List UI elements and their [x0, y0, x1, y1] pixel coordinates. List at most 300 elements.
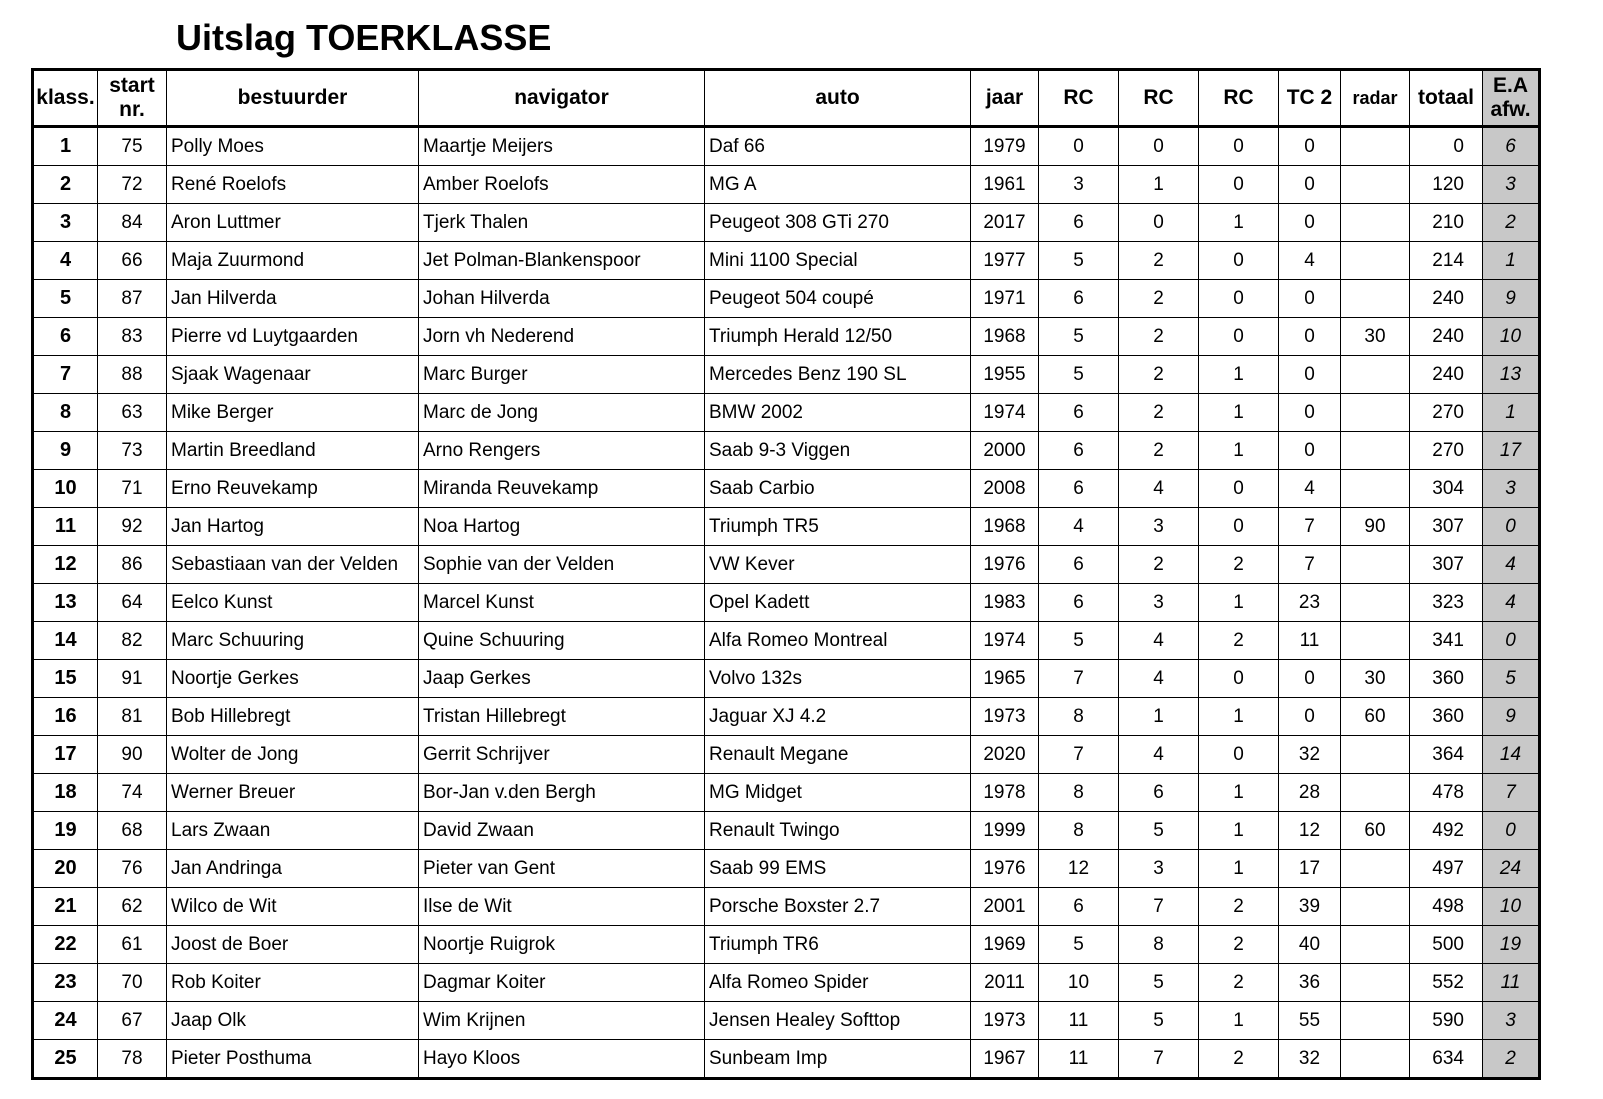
cell-start-nr: 67: [98, 1002, 167, 1040]
cell-jaar: 1965: [971, 660, 1039, 698]
cell-rc-2: 2: [1119, 280, 1199, 318]
cell-jaar: 1976: [971, 546, 1039, 584]
cell-rc-3: 1: [1199, 356, 1279, 394]
header-navigator: navigator: [419, 70, 705, 127]
cell-totaal: 120: [1410, 166, 1483, 204]
cell-rc-1: 3: [1039, 166, 1119, 204]
cell-ea-afw: 0: [1483, 508, 1540, 546]
cell-auto: Renault Twingo: [705, 812, 971, 850]
cell-jaar: 2000: [971, 432, 1039, 470]
cell-totaal: 634: [1410, 1040, 1483, 1079]
cell-totaal: 270: [1410, 432, 1483, 470]
cell-auto: Opel Kadett: [705, 584, 971, 622]
cell-bestuurder: Marc Schuuring: [167, 622, 419, 660]
cell-rc-2: 2: [1119, 546, 1199, 584]
cell-auto: Saab Carbio: [705, 470, 971, 508]
cell-start-nr: 91: [98, 660, 167, 698]
cell-auto: Alfa Romeo Montreal: [705, 622, 971, 660]
cell-navigator: Pieter van Gent: [419, 850, 705, 888]
cell-tc2: 0: [1279, 356, 1341, 394]
cell-jaar: 1968: [971, 318, 1039, 356]
cell-klass: 1: [33, 127, 98, 166]
cell-klass: 6: [33, 318, 98, 356]
cell-totaal: 590: [1410, 1002, 1483, 1040]
cell-tc2: 36: [1279, 964, 1341, 1002]
cell-start-nr: 64: [98, 584, 167, 622]
cell-rc-3: 1: [1199, 850, 1279, 888]
cell-tc2: 0: [1279, 127, 1341, 166]
cell-rc-1: 11: [1039, 1002, 1119, 1040]
cell-tc2: 7: [1279, 508, 1341, 546]
cell-auto: Alfa Romeo Spider: [705, 964, 971, 1002]
cell-ea-afw: 17: [1483, 432, 1540, 470]
cell-bestuurder: Aron Luttmer: [167, 204, 419, 242]
cell-tc2: 17: [1279, 850, 1341, 888]
table-row: [33, 394, 1540, 432]
cell-auto: Sunbeam Imp: [705, 1040, 971, 1079]
cell-radar: 60: [1341, 698, 1410, 736]
cell-rc-3: 2: [1199, 1040, 1279, 1079]
cell-jaar: 1977: [971, 242, 1039, 280]
cell-totaal: 323: [1410, 584, 1483, 622]
cell-navigator: Noortje Ruigrok: [419, 926, 705, 964]
cell-radar: [1341, 850, 1410, 888]
cell-navigator: David Zwaan: [419, 812, 705, 850]
table-row: [33, 774, 1540, 812]
cell-totaal: 270: [1410, 394, 1483, 432]
cell-rc-3: 1: [1199, 584, 1279, 622]
cell-rc-2: 3: [1119, 584, 1199, 622]
cell-rc-3: 0: [1199, 470, 1279, 508]
cell-auto: Volvo 132s: [705, 660, 971, 698]
cell-jaar: 1983: [971, 584, 1039, 622]
cell-klass: 17: [33, 736, 98, 774]
cell-auto: Daf 66: [705, 127, 971, 166]
cell-klass: 7: [33, 356, 98, 394]
cell-navigator: Jaap Gerkes: [419, 660, 705, 698]
cell-jaar: 2017: [971, 204, 1039, 242]
cell-rc-3: 0: [1199, 127, 1279, 166]
cell-bestuurder: Sjaak Wagenaar: [167, 356, 419, 394]
table-row: [33, 964, 1540, 1002]
cell-radar: [1341, 584, 1410, 622]
cell-navigator: Jet Polman-Blankenspoor: [419, 242, 705, 280]
page-title: Uitslag TOERKLASSE: [176, 17, 552, 58]
cell-jaar: 1973: [971, 1002, 1039, 1040]
cell-jaar: 2001: [971, 888, 1039, 926]
cell-totaal: 360: [1410, 660, 1483, 698]
cell-tc2: 11: [1279, 622, 1341, 660]
cell-rc-2: 1: [1119, 166, 1199, 204]
cell-navigator: Maartje Meijers: [419, 127, 705, 166]
cell-klass: 24: [33, 1002, 98, 1040]
cell-navigator: Miranda Reuvekamp: [419, 470, 705, 508]
cell-totaal: 492: [1410, 812, 1483, 850]
cell-klass: 12: [33, 546, 98, 584]
table-row: [33, 888, 1540, 926]
cell-klass: 2: [33, 166, 98, 204]
cell-navigator: Ilse de Wit: [419, 888, 705, 926]
cell-ea-afw: 10: [1483, 318, 1540, 356]
cell-start-nr: 76: [98, 850, 167, 888]
header-rc-3: RC: [1199, 70, 1279, 127]
cell-bestuurder: Mike Berger: [167, 394, 419, 432]
cell-tc2: 4: [1279, 242, 1341, 280]
cell-bestuurder: Jaap Olk: [167, 1002, 419, 1040]
cell-rc-2: 2: [1119, 432, 1199, 470]
table-row: [33, 356, 1540, 394]
cell-tc2: 23: [1279, 584, 1341, 622]
cell-ea-afw: 3: [1483, 166, 1540, 204]
cell-tc2: 4: [1279, 470, 1341, 508]
cell-bestuurder: Pieter Posthuma: [167, 1040, 419, 1079]
cell-rc-3: 0: [1199, 736, 1279, 774]
cell-navigator: Hayo Kloos: [419, 1040, 705, 1079]
header-auto: auto: [705, 70, 971, 127]
cell-klass: 9: [33, 432, 98, 470]
cell-jaar: 1973: [971, 698, 1039, 736]
cell-auto: Renault Megane: [705, 736, 971, 774]
cell-rc-3: 2: [1199, 546, 1279, 584]
cell-jaar: 1978: [971, 774, 1039, 812]
cell-navigator: Marcel Kunst: [419, 584, 705, 622]
cell-bestuurder: Maja Zuurmond: [167, 242, 419, 280]
cell-ea-afw: 1: [1483, 242, 1540, 280]
cell-bestuurder: Joost de Boer: [167, 926, 419, 964]
cell-klass: 11: [33, 508, 98, 546]
cell-bestuurder: Martin Breedland: [167, 432, 419, 470]
cell-tc2: 55: [1279, 1002, 1341, 1040]
cell-totaal: 304: [1410, 470, 1483, 508]
cell-navigator: Tjerk Thalen: [419, 204, 705, 242]
cell-ea-afw: 1: [1483, 394, 1540, 432]
cell-auto: Mini 1100 Special: [705, 242, 971, 280]
cell-start-nr: 87: [98, 280, 167, 318]
cell-klass: 25: [33, 1040, 98, 1079]
results-table: [31, 68, 1541, 1080]
cell-tc2: 0: [1279, 432, 1341, 470]
cell-totaal: 478: [1410, 774, 1483, 812]
cell-bestuurder: Sebastiaan van der Velden: [167, 546, 419, 584]
cell-bestuurder: Jan Hartog: [167, 508, 419, 546]
cell-navigator: Noa Hartog: [419, 508, 705, 546]
cell-klass: 23: [33, 964, 98, 1002]
cell-rc-3: 0: [1199, 166, 1279, 204]
cell-totaal: 307: [1410, 546, 1483, 584]
table-row: [33, 622, 1540, 660]
table-row: [33, 660, 1540, 698]
cell-radar: [1341, 242, 1410, 280]
cell-navigator: Sophie van der Velden: [419, 546, 705, 584]
cell-ea-afw: 4: [1483, 584, 1540, 622]
cell-ea-afw: 2: [1483, 204, 1540, 242]
cell-klass: 15: [33, 660, 98, 698]
cell-rc-2: 4: [1119, 736, 1199, 774]
cell-ea-afw: 10: [1483, 888, 1540, 926]
cell-auto: MG A: [705, 166, 971, 204]
cell-rc-2: 5: [1119, 1002, 1199, 1040]
cell-radar: [1341, 888, 1410, 926]
cell-rc-2: 5: [1119, 964, 1199, 1002]
cell-radar: [1341, 394, 1410, 432]
cell-jaar: 1967: [971, 1040, 1039, 1079]
cell-ea-afw: 4: [1483, 546, 1540, 584]
cell-bestuurder: Jan Hilverda: [167, 280, 419, 318]
table-row: [33, 1002, 1540, 1040]
cell-rc-1: 6: [1039, 546, 1119, 584]
cell-rc-3: 2: [1199, 964, 1279, 1002]
cell-totaal: 341: [1410, 622, 1483, 660]
cell-tc2: 7: [1279, 546, 1341, 584]
cell-start-nr: 72: [98, 166, 167, 204]
cell-tc2: 0: [1279, 166, 1341, 204]
header-row: [33, 70, 1540, 127]
cell-navigator: Tristan Hillebregt: [419, 698, 705, 736]
cell-start-nr: 62: [98, 888, 167, 926]
cell-rc-1: 8: [1039, 774, 1119, 812]
cell-ea-afw: 24: [1483, 850, 1540, 888]
cell-totaal: 498: [1410, 888, 1483, 926]
cell-navigator: Jorn vh Nederend: [419, 318, 705, 356]
cell-ea-afw: 3: [1483, 1002, 1540, 1040]
header-totaal: totaal: [1410, 70, 1483, 127]
cell-tc2: 12: [1279, 812, 1341, 850]
cell-auto: Jensen Healey Softtop: [705, 1002, 971, 1040]
cell-rc-3: 1: [1199, 698, 1279, 736]
cell-radar: [1341, 546, 1410, 584]
table-row: [33, 242, 1540, 280]
cell-auto: Jaguar XJ 4.2: [705, 698, 971, 736]
cell-start-nr: 82: [98, 622, 167, 660]
cell-auto: Triumph TR6: [705, 926, 971, 964]
cell-rc-2: 0: [1119, 204, 1199, 242]
cell-rc-3: 1: [1199, 432, 1279, 470]
cell-ea-afw: 14: [1483, 736, 1540, 774]
cell-ea-afw: 3: [1483, 470, 1540, 508]
cell-radar: [1341, 356, 1410, 394]
cell-rc-1: 6: [1039, 204, 1119, 242]
cell-start-nr: 83: [98, 318, 167, 356]
cell-radar: [1341, 736, 1410, 774]
cell-totaal: 500: [1410, 926, 1483, 964]
cell-jaar: 1979: [971, 127, 1039, 166]
cell-rc-3: 2: [1199, 622, 1279, 660]
cell-navigator: Marc Burger: [419, 356, 705, 394]
cell-radar: [1341, 964, 1410, 1002]
cell-rc-2: 7: [1119, 888, 1199, 926]
cell-rc-1: 5: [1039, 242, 1119, 280]
cell-klass: 5: [33, 280, 98, 318]
cell-totaal: 240: [1410, 356, 1483, 394]
cell-rc-1: 4: [1039, 508, 1119, 546]
cell-navigator: Gerrit Schrijver: [419, 736, 705, 774]
cell-rc-1: 6: [1039, 888, 1119, 926]
cell-bestuurder: Erno Reuvekamp: [167, 470, 419, 508]
cell-rc-2: 7: [1119, 1040, 1199, 1079]
cell-rc-2: 8: [1119, 926, 1199, 964]
cell-jaar: 1974: [971, 622, 1039, 660]
cell-tc2: 0: [1279, 394, 1341, 432]
cell-start-nr: 86: [98, 546, 167, 584]
cell-auto: Mercedes Benz 190 SL: [705, 356, 971, 394]
cell-totaal: 360: [1410, 698, 1483, 736]
cell-rc-3: 0: [1199, 318, 1279, 356]
cell-ea-afw: 11: [1483, 964, 1540, 1002]
table-row: [33, 698, 1540, 736]
cell-rc-1: 6: [1039, 470, 1119, 508]
header-ea-line1: E.A: [1492, 74, 1528, 97]
cell-start-nr: 71: [98, 470, 167, 508]
cell-bestuurder: Lars Zwaan: [167, 812, 419, 850]
cell-klass: 19: [33, 812, 98, 850]
cell-rc-2: 4: [1119, 660, 1199, 698]
cell-tc2: 0: [1279, 318, 1341, 356]
header-ea-afw: [1483, 70, 1540, 127]
cell-rc-1: 7: [1039, 660, 1119, 698]
cell-jaar: 1969: [971, 926, 1039, 964]
cell-tc2: 40: [1279, 926, 1341, 964]
cell-totaal: 214: [1410, 242, 1483, 280]
cell-tc2: 32: [1279, 1040, 1341, 1079]
cell-rc-1: 8: [1039, 698, 1119, 736]
cell-start-nr: 78: [98, 1040, 167, 1079]
cell-ea-afw: 7: [1483, 774, 1540, 812]
cell-bestuurder: Eelco Kunst: [167, 584, 419, 622]
cell-auto: Saab 9-3 Viggen: [705, 432, 971, 470]
cell-rc-1: 12: [1039, 850, 1119, 888]
cell-ea-afw: 5: [1483, 660, 1540, 698]
cell-rc-2: 6: [1119, 774, 1199, 812]
cell-rc-1: 6: [1039, 584, 1119, 622]
cell-radar: [1341, 204, 1410, 242]
cell-radar: [1341, 622, 1410, 660]
cell-klass: 13: [33, 584, 98, 622]
cell-ea-afw: 2: [1483, 1040, 1540, 1079]
cell-bestuurder: Bob Hillebregt: [167, 698, 419, 736]
cell-bestuurder: Wilco de Wit: [167, 888, 419, 926]
cell-klass: 4: [33, 242, 98, 280]
cell-tc2: 0: [1279, 280, 1341, 318]
table-row: [33, 546, 1540, 584]
header-tc2: TC 2: [1279, 70, 1341, 127]
cell-rc-3: 1: [1199, 774, 1279, 812]
cell-ea-afw: 0: [1483, 622, 1540, 660]
table-row: [33, 318, 1540, 356]
cell-totaal: 552: [1410, 964, 1483, 1002]
cell-jaar: 1974: [971, 394, 1039, 432]
cell-jaar: 2011: [971, 964, 1039, 1002]
cell-jaar: 1968: [971, 508, 1039, 546]
cell-start-nr: 66: [98, 242, 167, 280]
cell-navigator: Marc de Jong: [419, 394, 705, 432]
table-row: [33, 166, 1540, 204]
cell-rc-1: 10: [1039, 964, 1119, 1002]
cell-tc2: 39: [1279, 888, 1341, 926]
cell-auto: Triumph Herald 12/50: [705, 318, 971, 356]
cell-rc-3: 2: [1199, 926, 1279, 964]
table-row: [33, 127, 1540, 166]
cell-start-nr: 88: [98, 356, 167, 394]
cell-tc2: 28: [1279, 774, 1341, 812]
cell-radar: 30: [1341, 318, 1410, 356]
cell-auto: MG Midget: [705, 774, 971, 812]
cell-rc-3: 2: [1199, 888, 1279, 926]
cell-auto: Saab 99 EMS: [705, 850, 971, 888]
cell-radar: [1341, 926, 1410, 964]
cell-tc2: 0: [1279, 204, 1341, 242]
cell-start-nr: 68: [98, 812, 167, 850]
cell-radar: [1341, 127, 1410, 166]
cell-tc2: 32: [1279, 736, 1341, 774]
table-row: [33, 812, 1540, 850]
cell-rc-2: 1: [1119, 698, 1199, 736]
cell-rc-1: 5: [1039, 318, 1119, 356]
cell-navigator: Wim Krijnen: [419, 1002, 705, 1040]
cell-auto: VW Kever: [705, 546, 971, 584]
cell-bestuurder: Pierre vd Luytgaarden: [167, 318, 419, 356]
cell-radar: [1341, 432, 1410, 470]
cell-rc-2: 4: [1119, 622, 1199, 660]
cell-radar: 60: [1341, 812, 1410, 850]
cell-tc2: 0: [1279, 660, 1341, 698]
cell-navigator: Dagmar Koiter: [419, 964, 705, 1002]
cell-klass: 21: [33, 888, 98, 926]
cell-rc-2: 2: [1119, 318, 1199, 356]
cell-klass: 8: [33, 394, 98, 432]
cell-jaar: 2020: [971, 736, 1039, 774]
cell-radar: 30: [1341, 660, 1410, 698]
cell-auto: Porsche Boxster 2.7: [705, 888, 971, 926]
cell-totaal: 497: [1410, 850, 1483, 888]
cell-ea-afw: 9: [1483, 280, 1540, 318]
cell-radar: [1341, 470, 1410, 508]
cell-rc-1: 6: [1039, 432, 1119, 470]
cell-radar: [1341, 1040, 1410, 1079]
cell-radar: [1341, 774, 1410, 812]
cell-totaal: 0: [1410, 127, 1483, 166]
cell-bestuurder: Wolter de Jong: [167, 736, 419, 774]
cell-ea-afw: 19: [1483, 926, 1540, 964]
cell-ea-afw: 9: [1483, 698, 1540, 736]
cell-klass: 14: [33, 622, 98, 660]
header-start-line2: nr.: [119, 98, 145, 121]
cell-navigator: Quine Schuuring: [419, 622, 705, 660]
table-row: [33, 204, 1540, 242]
cell-rc-2: 2: [1119, 242, 1199, 280]
cell-start-nr: 81: [98, 698, 167, 736]
cell-radar: [1341, 1002, 1410, 1040]
cell-klass: 22: [33, 926, 98, 964]
cell-rc-2: 5: [1119, 812, 1199, 850]
table-row: [33, 584, 1540, 622]
cell-rc-3: 1: [1199, 812, 1279, 850]
cell-rc-3: 1: [1199, 394, 1279, 432]
table-row: [33, 280, 1540, 318]
header-bestuurder: bestuurder: [167, 70, 419, 127]
cell-rc-3: 1: [1199, 1002, 1279, 1040]
cell-bestuurder: Polly Moes: [167, 127, 419, 166]
cell-rc-1: 8: [1039, 812, 1119, 850]
cell-ea-afw: 6: [1483, 127, 1540, 166]
cell-start-nr: 75: [98, 127, 167, 166]
cell-klass: 3: [33, 204, 98, 242]
cell-jaar: 1971: [971, 280, 1039, 318]
cell-rc-3: 0: [1199, 242, 1279, 280]
cell-radar: 90: [1341, 508, 1410, 546]
cell-totaal: 210: [1410, 204, 1483, 242]
cell-start-nr: 61: [98, 926, 167, 964]
cell-rc-1: 5: [1039, 356, 1119, 394]
